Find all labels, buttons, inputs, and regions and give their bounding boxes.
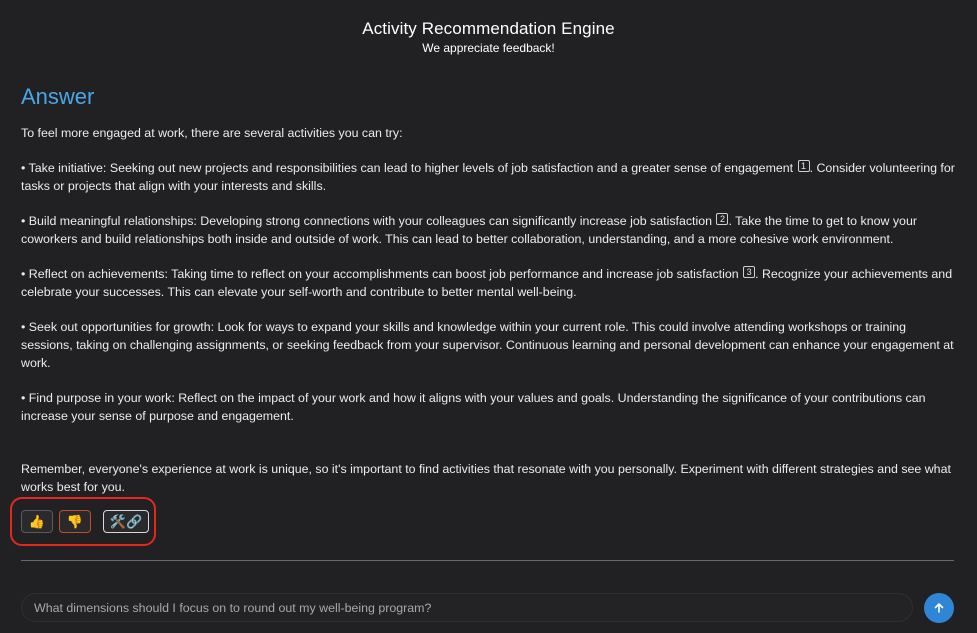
answer-intro: To feel more engaged at work, there are several activities you can try:: [21, 126, 403, 140]
citation-badge[interactable]: 2: [716, 213, 728, 225]
answer-bullet: • Build meaningful relationships: Developing strong connections with your colleagues can significantly increase job satisfaction 2 . Take the time to get to know your coworkers and build relationships both inside and outside of work. This can lead to better collaboration, understanding, and a more cohesive work environment.: [21, 214, 917, 246]
tools-link-icon: 🛠️🔗: [109, 513, 143, 529]
chat-input-container: [21, 593, 913, 622]
app-title: Activity Recommendation Engine: [362, 19, 615, 38]
divider: [21, 560, 954, 561]
answer-bullet: • Seek out opportunities for growth: Look for ways to expand your skills and knowledge within your current role. This could involve attending workshops or training sessions, taking on challenging assignments, or seeking feedback from your supervisor. Continuous learning and personal development can enhance your engagement at work.: [21, 320, 954, 370]
answer-bullet: • Find purpose in your work: Reflect on the impact of your work and how it aligns with your values and goals. Understanding the significance of your contributions can increase your sense of purpose and engagement.: [21, 391, 926, 423]
thumbs-up-button[interactable]: [21, 510, 53, 533]
answer-body: [21, 124, 956, 513]
citation-badge[interactable]: 3: [743, 266, 755, 278]
answer-bullet: • Take initiative: Seeking out new projects and responsibilities can lead to higher levels of job satisfaction and a greater sense of engagement 1 . Consider volunteering for tasks or projects that align with your interests and skills.: [21, 161, 955, 193]
thumbs-up-icon: 👍: [28, 513, 46, 529]
arrow-up-icon: [933, 602, 945, 614]
thumbs-down-button[interactable]: [59, 510, 91, 533]
send-button[interactable]: [924, 593, 954, 623]
app-subtitle: We appreciate feedback!: [422, 41, 555, 55]
answer-closing: Remember, everyone's experience at work is unique, so it's important to find activities that resonate with you personally. Experiment with different strategies and see what works best for you.: [21, 462, 951, 494]
thumbs-down-icon: 👎: [66, 513, 84, 529]
header: [0, 19, 977, 55]
sources-button[interactable]: [103, 510, 149, 533]
answer-bullet: • Reflect on achievements: Taking time to reflect on your accomplishments can boost job performance and increase job satisfaction 3 . Recognize your achievements and celebrate your successes. This can elevate your self-worth and contribute to better mental well-being.: [21, 267, 953, 299]
chat-input[interactable]: [22, 594, 912, 621]
answer-heading: Answer: [21, 84, 95, 109]
citation-badge[interactable]: 1: [798, 160, 810, 172]
